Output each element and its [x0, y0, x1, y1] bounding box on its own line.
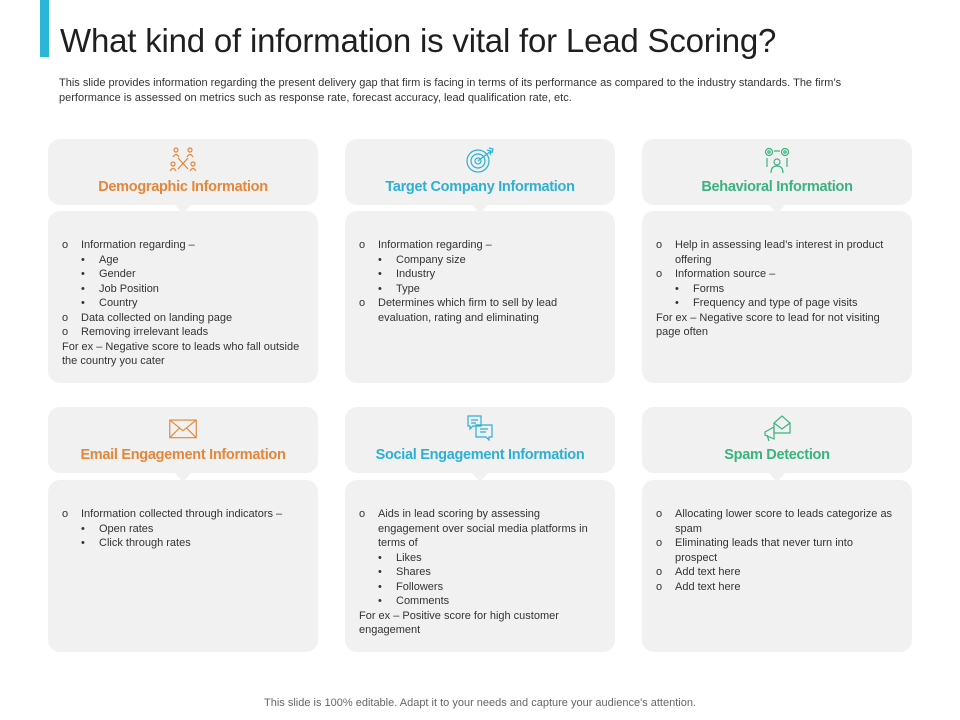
card-line-text: Forms — [693, 282, 725, 295]
card-line-text: Comments — [396, 595, 450, 607]
card-line — [62, 267, 300, 282]
card-line — [656, 536, 894, 565]
card-line — [359, 238, 597, 253]
card-line — [656, 267, 894, 282]
card-line-text: Industry — [396, 268, 436, 280]
card-line — [359, 267, 597, 282]
card-line — [656, 580, 894, 595]
bullet-marker: o — [656, 239, 663, 251]
social-engagement-card-body — [345, 480, 615, 652]
bullet-marker: o — [656, 508, 663, 520]
bullet-marker: o — [359, 508, 366, 520]
chat-bubbles-icon — [465, 413, 495, 443]
bullet-marker: • — [378, 551, 382, 564]
bullet-marker: • — [81, 253, 85, 266]
email-engagement-card-header — [48, 407, 318, 473]
social-engagement-card-header — [345, 407, 615, 473]
bullet-marker: • — [81, 522, 85, 535]
bullet-marker: o — [62, 326, 69, 338]
card-line-text: Country — [99, 297, 138, 309]
card-line — [656, 507, 894, 536]
spam-detection-card-header — [642, 407, 912, 473]
bullet-marker: • — [81, 297, 85, 309]
behavioral-card-body — [642, 211, 912, 383]
behavior-icon — [762, 145, 792, 175]
bullet-marker: • — [378, 580, 382, 593]
bullet-marker: o — [656, 580, 663, 593]
card-line — [62, 238, 300, 253]
card-line-text: Aids in lead scoring by assessing engagement over social media platforms in terms of — [378, 508, 588, 549]
bullet-marker: o — [656, 268, 663, 280]
card-line-text: Allocating lower score to leads categorize as spam — [675, 508, 893, 535]
demographic-heading: Demographic Information — [98, 179, 268, 195]
card-line — [656, 296, 894, 311]
card-line-text: Information regarding – — [81, 239, 195, 251]
card-line — [62, 522, 300, 537]
card-line-text: For ex – Negative score to lead for not visiting page often — [656, 311, 880, 338]
behavioral-card-header — [642, 139, 912, 205]
spam-detection-card-body — [642, 480, 912, 652]
card-line-text: Frequency and type of page visits — [693, 297, 858, 309]
card-line — [62, 311, 300, 326]
card-line-text: Gender — [99, 268, 136, 280]
card-line-text: Followers — [396, 580, 444, 593]
bullet-marker: • — [81, 268, 85, 280]
spam-detection-heading: Spam Detection — [724, 447, 830, 463]
card-line-text: Likes — [396, 551, 422, 564]
card-line-text: Information collected through indicators – — [81, 508, 283, 520]
card-line — [62, 340, 300, 369]
bullet-marker: • — [378, 566, 382, 578]
bullet-marker: o — [656, 537, 663, 549]
card-line — [359, 594, 597, 609]
card-line-text: Information regarding – — [378, 239, 492, 251]
card-line-text: Shares — [396, 566, 431, 578]
page-title: What kind of information is vital for Lead Scoring? — [60, 22, 777, 59]
card-line — [62, 282, 300, 297]
target-company-card-body — [345, 211, 615, 383]
card-line — [62, 296, 300, 311]
bullet-marker: o — [62, 508, 69, 520]
card-line — [359, 551, 597, 566]
card-line — [62, 253, 300, 268]
target-icon — [465, 145, 495, 175]
card-line-text: Job Position — [99, 282, 159, 295]
demographic-card-header — [48, 139, 318, 205]
card-line-text: Eliminating leads that never turn into prospect — [675, 537, 853, 564]
footer-note: This slide is 100% editable. Adapt it to your needs and capture your audience's attention. — [264, 697, 696, 709]
card-line-text: Removing irrelevant leads — [81, 326, 209, 338]
bullet-marker: • — [81, 537, 85, 549]
bullet-marker: • — [675, 297, 679, 309]
bullet-marker: o — [359, 239, 366, 251]
card-line — [359, 565, 597, 580]
card-line — [656, 238, 894, 267]
card-line — [359, 282, 597, 297]
card-line-text: Type — [396, 282, 420, 295]
bullet-marker: o — [62, 311, 69, 324]
card-line-text: Click through rates — [99, 537, 191, 549]
bullet-marker: • — [675, 282, 679, 295]
title-accent-bar — [40, 0, 49, 57]
bullet-marker: o — [359, 297, 366, 309]
card-line — [359, 580, 597, 595]
card-line-text: Add text here — [675, 580, 741, 593]
card-line-text: Add text here — [675, 566, 741, 578]
card-line-text: For ex – Positive score for high customer engagement — [359, 609, 559, 636]
bullet-marker: • — [378, 268, 382, 280]
envelope-icon — [168, 413, 198, 443]
target-company-card-header — [345, 139, 615, 205]
card-line — [359, 609, 597, 638]
card-line-text: Open rates — [99, 522, 154, 535]
card-line — [656, 565, 894, 580]
email-engagement-heading: Email Engagement Information — [80, 447, 286, 463]
card-line — [62, 507, 300, 522]
card-line-text: For ex – Negative score to leads who fall outside the country you cater — [62, 340, 300, 367]
bullet-marker: • — [378, 282, 382, 295]
behavioral-heading: Behavioral Information — [701, 179, 853, 195]
target-company-heading: Target Company Information — [385, 179, 575, 195]
card-line-text: Data collected on landing page — [81, 311, 233, 324]
email-engagement-card-body — [48, 480, 318, 652]
demographic-card-body — [48, 211, 318, 383]
card-line-text: Company size — [396, 253, 466, 266]
card-line — [359, 253, 597, 268]
social-engagement-heading: Social Engagement Information — [375, 447, 585, 463]
bullet-marker: • — [378, 595, 382, 607]
people-network-icon — [168, 145, 198, 175]
bullet-marker: • — [81, 282, 85, 295]
card-line — [62, 536, 300, 551]
card-line-text: Help in assessing lead’s interest in product offering — [675, 239, 884, 266]
bullet-marker: • — [378, 253, 382, 266]
card-line — [359, 296, 597, 325]
card-line-text: Age — [99, 253, 119, 266]
page-subtitle: This slide provides information regarding the present delivery gap that firm is facing in terms of its performance as compared to the industry standards. The firm’s performance is assessed on metrics such as response rate, forecast accuracy, lead qualification rate, etc. — [59, 77, 842, 104]
card-line — [62, 325, 300, 340]
card-line — [656, 311, 894, 340]
bullet-marker: o — [62, 239, 69, 251]
bullet-marker: o — [656, 566, 663, 578]
card-line — [656, 282, 894, 297]
card-line-text: Information source – — [675, 268, 776, 280]
spam-megaphone-icon — [762, 413, 792, 443]
card-line — [359, 507, 597, 551]
card-line-text: Determines which firm to sell by lead evaluation, rating and eliminating — [378, 297, 558, 324]
